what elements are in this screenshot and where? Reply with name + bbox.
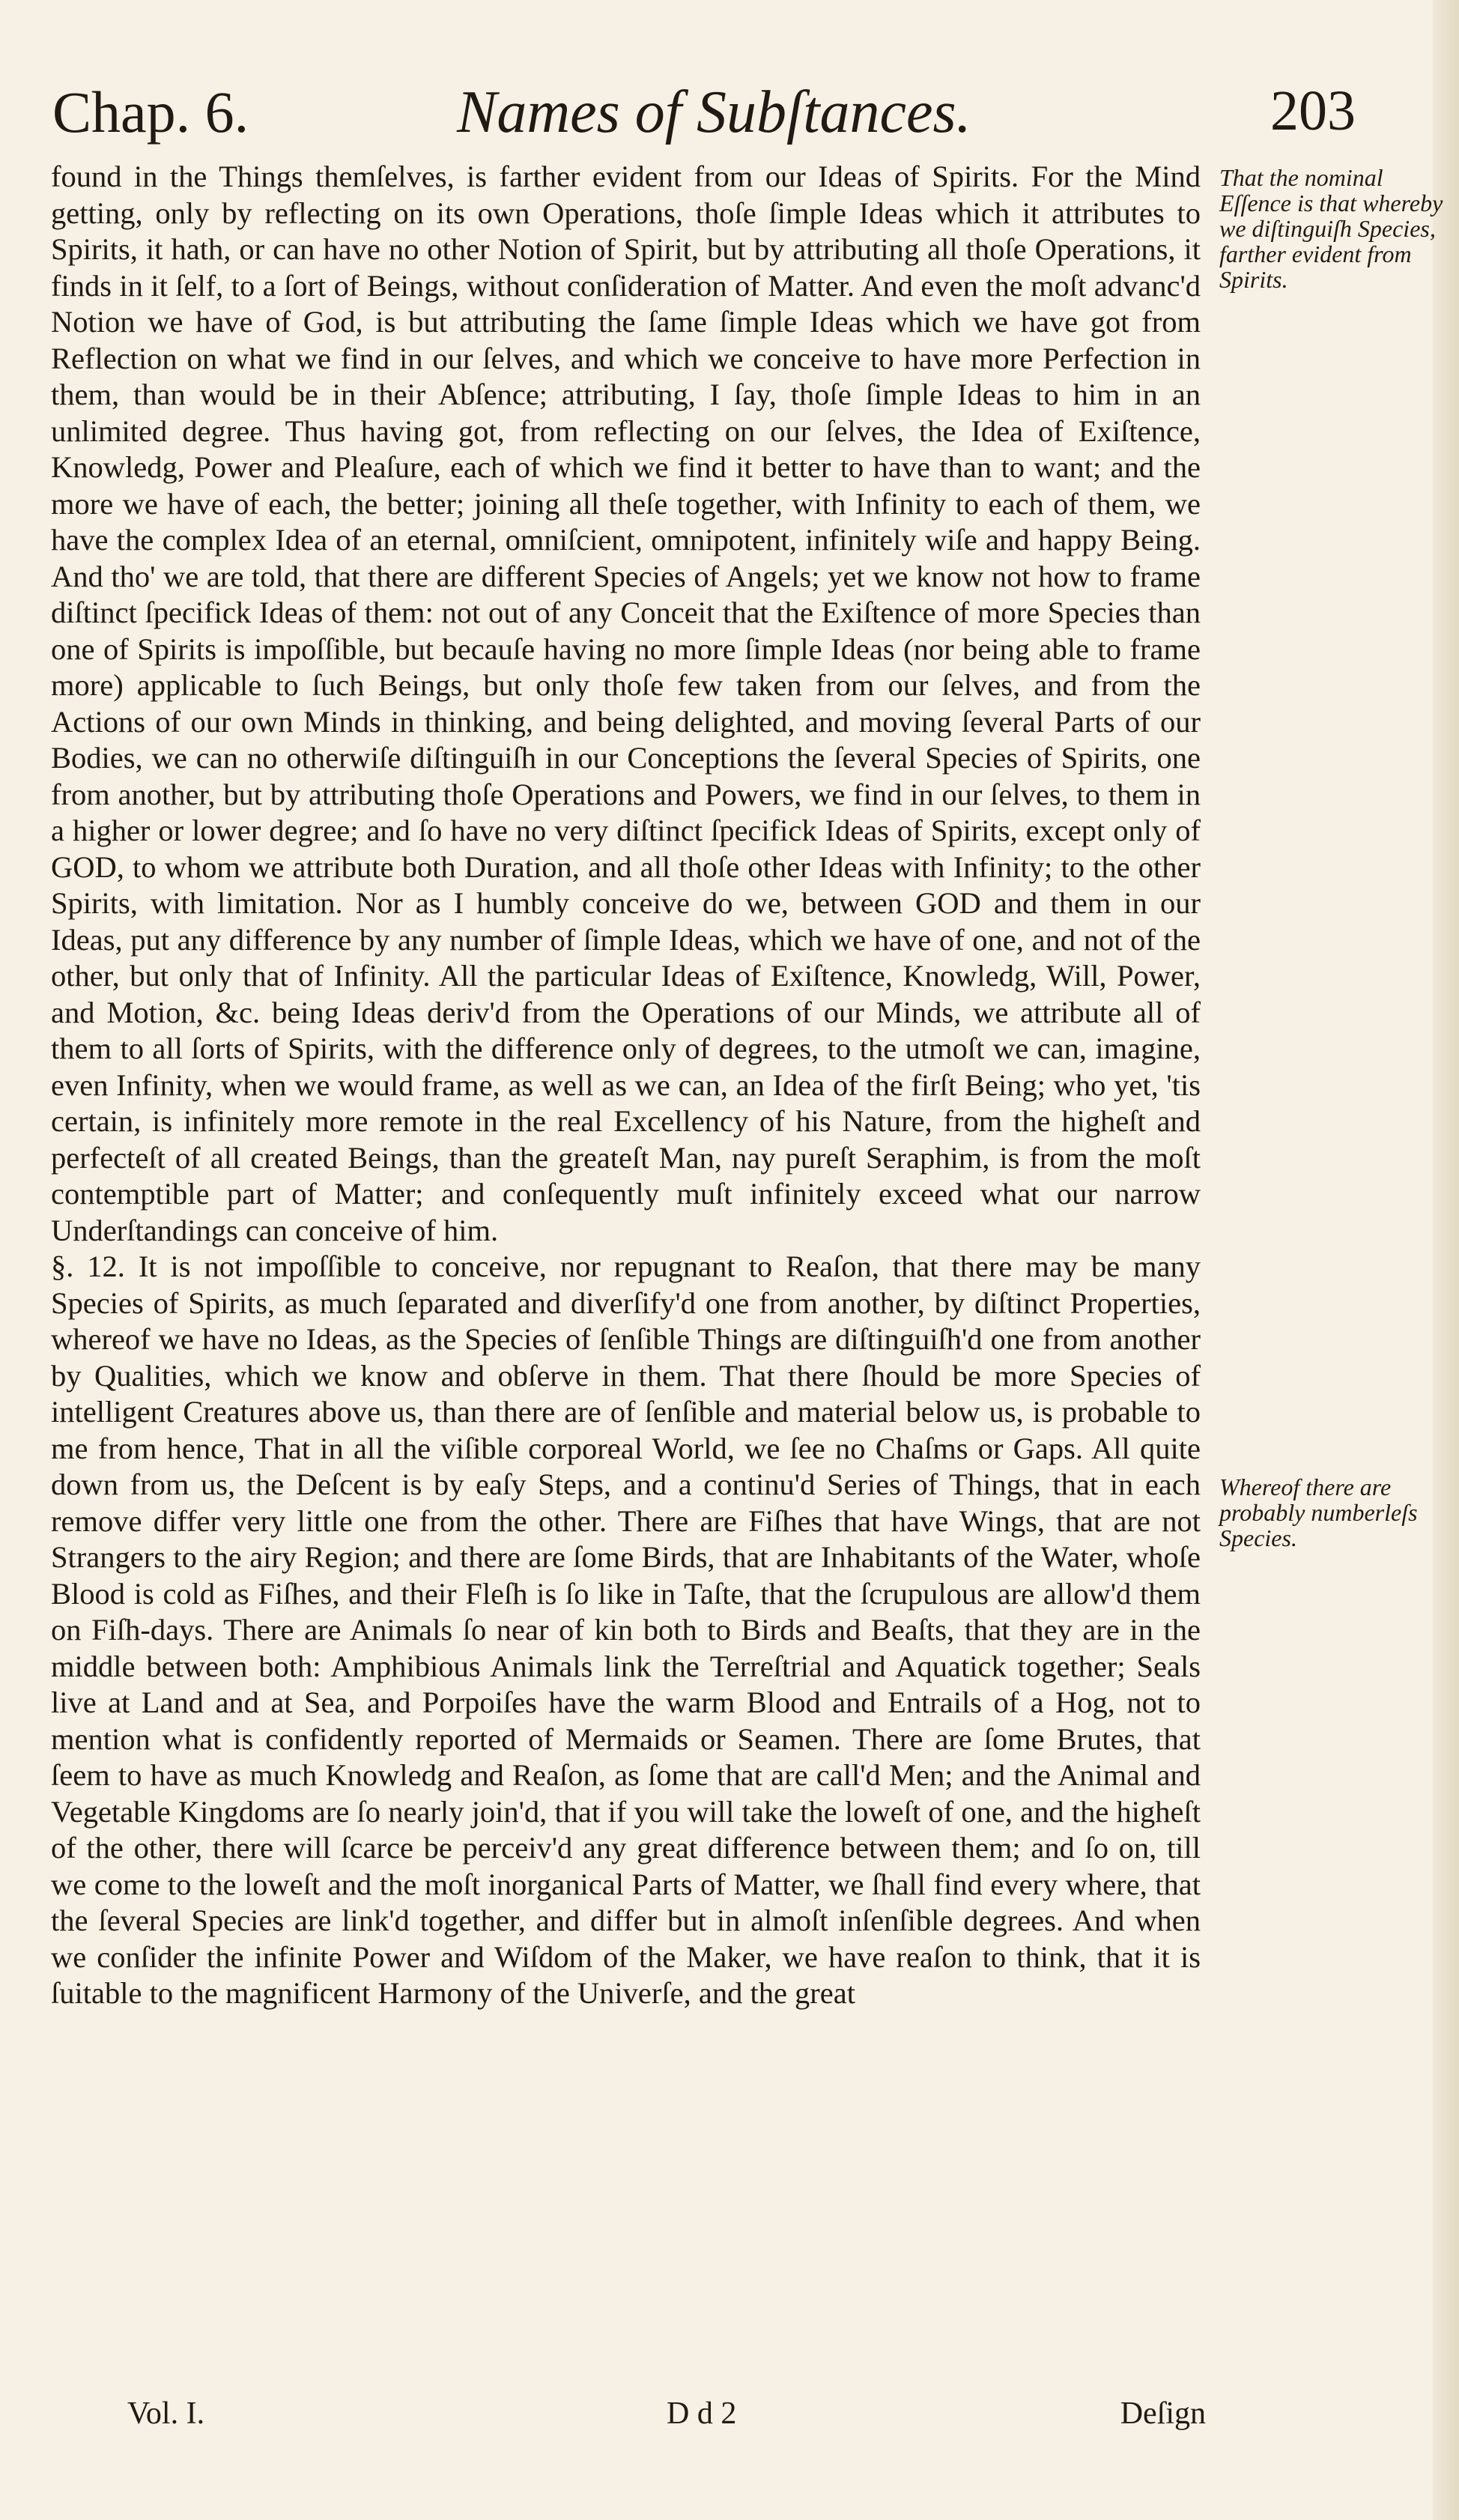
catchword: Deſign (1120, 2396, 1206, 2431)
running-title: Names of Subſtances. (457, 79, 971, 145)
page-gutter (1433, 0, 1459, 2520)
page-number: 203 (1270, 79, 1356, 142)
running-head (52, 71, 1356, 154)
marginal-note: That the nominal Eſſence is that whereby we diſtinguiſh Species, farther evident from Spirits. (1219, 164, 1443, 293)
paragraph-section-12: §. 12. It is not impoſſible to conceive, nor repugnant to Reaſon, that there may be many Species of Spirits, as much ſeparated and diverſify'd one from another, by diſtinct Properties, whereof we have no Ideas, as the Species of ſenſible Things are diſtinguiſh'd one from another by Qualities, which we know and obſerve in them. That there ſhould be more Species of intelligent Creatures above us, than there are of ſenſible and material below us, is probable to me from hence, That in all the viſible corporeal World, we ſee no Chaſms or Gaps. All quite down from us, the Deſcent is by eaſy Steps, and a continu'd Series of Things, that in each remove differ very little one from the other. There are Fiſhes that have Wings, that are not Strangers to the airy Region; and there are ſome Birds, that are Inhabitants of the Water, whoſe Blood is cold as Fiſhes, and their Fleſh is ſo like in Taſte, that the ſcrupulous are allow'd them on Fiſh-days. There are Animals ſo near of kin both to Birds and Beaſts, that they are in the middle between both: Amphibious Animals link the Terreſtrial and Aquatick together; Seals live at Land and at Sea, and Porpoiſes have the warm Blood and Entrails of a Hog, not to mention what is confidently reported of Mermaids or Seamen. There are ſome Brutes, that ſeem to have as much Knowledg and Reaſon, as ſome that are call'd Men; and the Animal and Vegetable Kingdoms are ſo nearly join'd, that if you will take the loweſt of one, and the higheſt of the other, there will ſcarce be perceiv'd any great difference between them; and ſo on, till we come to the loweſt and the moſt inorganical Parts of Matter, we ſhall find every where, that the ſeveral Species are link'd together, and differ but in almoſt inſenſible degrees. And when we conſider the infinite Power and Wiſdom of the Maker, we have reaſon to think, that it is ſuitable to the magnificent Harmony of the Univerſe, and the great (51, 1250, 1201, 2010)
page-footer (127, 2396, 1206, 2441)
volume-label: Vol. I. (127, 2396, 205, 2431)
body-text (51, 159, 1201, 2012)
marginal-note: Whereof there are probably numberleſs Species. (1219, 1473, 1418, 1551)
signature-mark: D d 2 (667, 2396, 737, 2431)
chapter-label: Chap. 6. (52, 79, 249, 145)
paragraph: found in the Things themſelves, is farther evident from our Ideas of Spirits. For the Mind getting, only by reflecting on its own Operations, thoſe ſimple Ideas which it attributes to Spirits, it hath, or can have no other Notion of Spirit, but by attributing all thoſe Operations, it finds in it ſelf, to a ſort of Beings, without conſideration of Matter. And even the moſt advanc'd Notion we have of God, is but attributing the ſame ſimple Ideas which we have got from Reflection on what we find in our ſelves, and which we conceive to have more Perfection in them, than would be in their Abſence; attributing, I ſay, thoſe ſimple Ideas to him in an unlimited degree. Thus having got, from reflecting on our ſelves, the Idea of Exiſtence, Knowledg, Power and Pleaſure, each of which we find it better to have than to want; and the more we have of each, the better; joining all theſe together, with Infinity to each of them, we have the complex Idea of an eternal, omniſcient, omnipotent, infinitely wiſe and happy Being. And tho' we are told, that there are different Species of Angels; yet we know not how to frame diſtinct ſpecifick Ideas of them: not out of any Conceit that the Exiſtence of more Species than one of Spirits is impoſſible, but becauſe having no more ſimple Ideas (nor being able to frame more) applicable to ſuch Beings, but only thoſe few taken from our ſelves, and from the Actions of our own Minds in thinking, and being delighted, and moving ſeveral Parts of our Bodies, we can no otherwiſe diſtinguiſh in our Conceptions the ſeveral Species of Spirits, one from another, but by attributing thoſe Operations and Powers, we find in our ſelves, to them in a higher or lower degree; and ſo have no very diſtinct ſpecifick Ideas of Spirits, except only of GOD, to whom we attribute both Duration, and all thoſe other Ideas with Infinity; to the other Spirits, with limitation. Nor as I humbly conceive do we, between GOD and them in our Ideas, put any difference by any number of ſimple Ideas, which we have of one, and not of the other, but only that of Infinity. All the particular Ideas of Exiſtence, Knowledg, Will, Power, and Motion, &c. being Ideas deriv'd from the Operations of our Minds, we attribute all of them to all ſorts of Spirits, with the difference only of degrees, to the utmoſt we can, imagine, even Infinity, when we would frame, as well as we can, an Idea of the firſt Being; who yet, 'tis certain, is infinitely more remote in the real Excellency of his Nature, from the higheſt and perfecteſt of all created Beings, than the greateſt Man, nay pureſt Seraphim, is from the moſt contemptible part of Matter; and conſequently muſt infinitely exceed what our narrow Underſtandings can conceive of him. (51, 160, 1201, 1247)
